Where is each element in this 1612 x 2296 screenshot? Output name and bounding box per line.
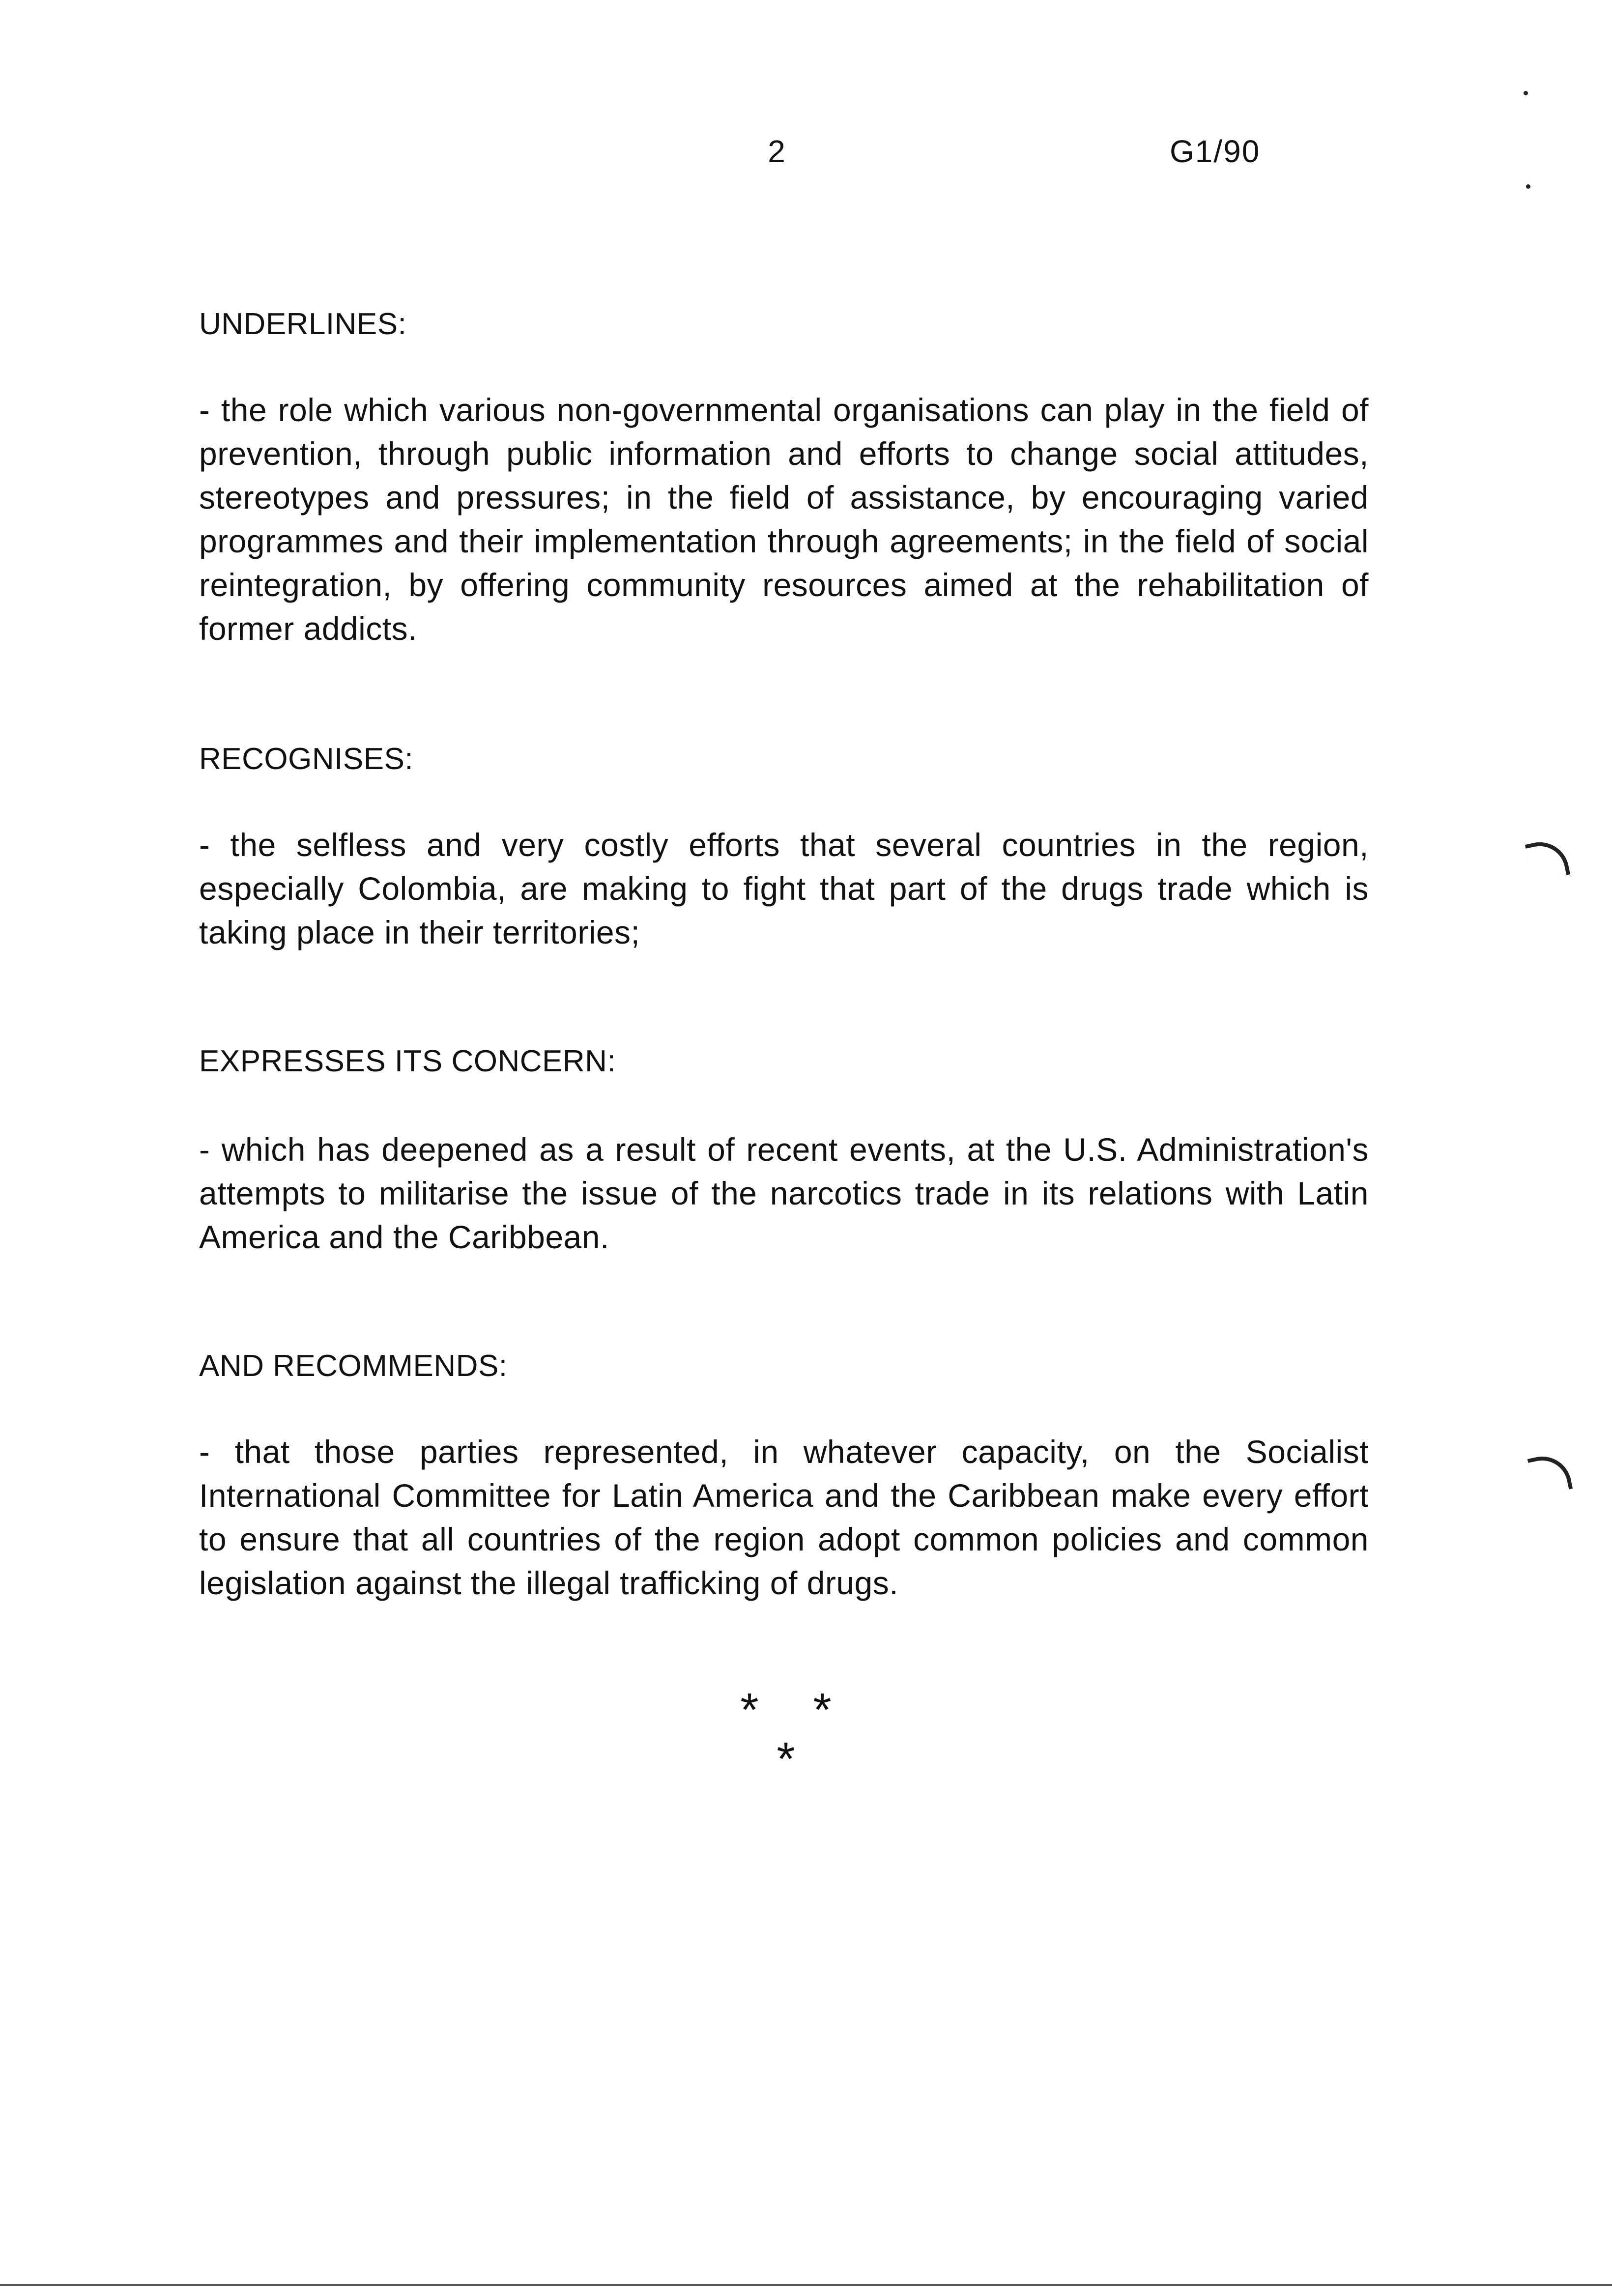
section-heading-recognises: RECOGNISES: bbox=[199, 742, 414, 776]
speck bbox=[1524, 91, 1528, 95]
section-heading-expresses-concern: EXPRESSES ITS CONCERN: bbox=[199, 1044, 616, 1078]
section-heading-recommends: AND RECOMMENDS: bbox=[199, 1349, 508, 1383]
document-reference: G1/90 bbox=[1170, 134, 1261, 169]
section-heading-underlines: UNDERLINES: bbox=[199, 307, 407, 341]
end-separator: * * * bbox=[740, 1684, 852, 1785]
page-number: 2 bbox=[768, 134, 785, 169]
section-text-expresses-concern: - which has deepened as a result of recent events, at the U.S. Administration's attempts to militarise the issue of the narcotics trade in its relations with Latin America and the Caribbean. bbox=[199, 1131, 1369, 1255]
bottom-edge-line bbox=[0, 2284, 1612, 2286]
section-text-recommends: - that those parties represented, in whatever capacity, on the Socialist International Committee for Latin America and the Caribbean make every effort to ensure that all countries of the region adopt common policies and common legislation against the illegal trafficking of drugs. bbox=[199, 1434, 1369, 1601]
margin-mark-icon bbox=[1525, 837, 1571, 883]
speck bbox=[1526, 184, 1530, 189]
section-text-recognises: - the selfless and very costly efforts that several countries in the region, especially Colombia, are making to fight that part of the drugs trade which is taking place in their territories; bbox=[199, 827, 1369, 950]
section-text-underlines: - the role which various non-governmental organisations can play in the field of prevention, through public information and efforts to change social attitudes, stereotypes and pressures; in the field of assistance, by encouraging varied programmes and their implementation through agreements; in the field of social reintegration, by offering community resources aimed at the rehabilitation of former addicts. bbox=[199, 392, 1369, 647]
margin-mark-icon bbox=[1527, 1451, 1573, 1497]
